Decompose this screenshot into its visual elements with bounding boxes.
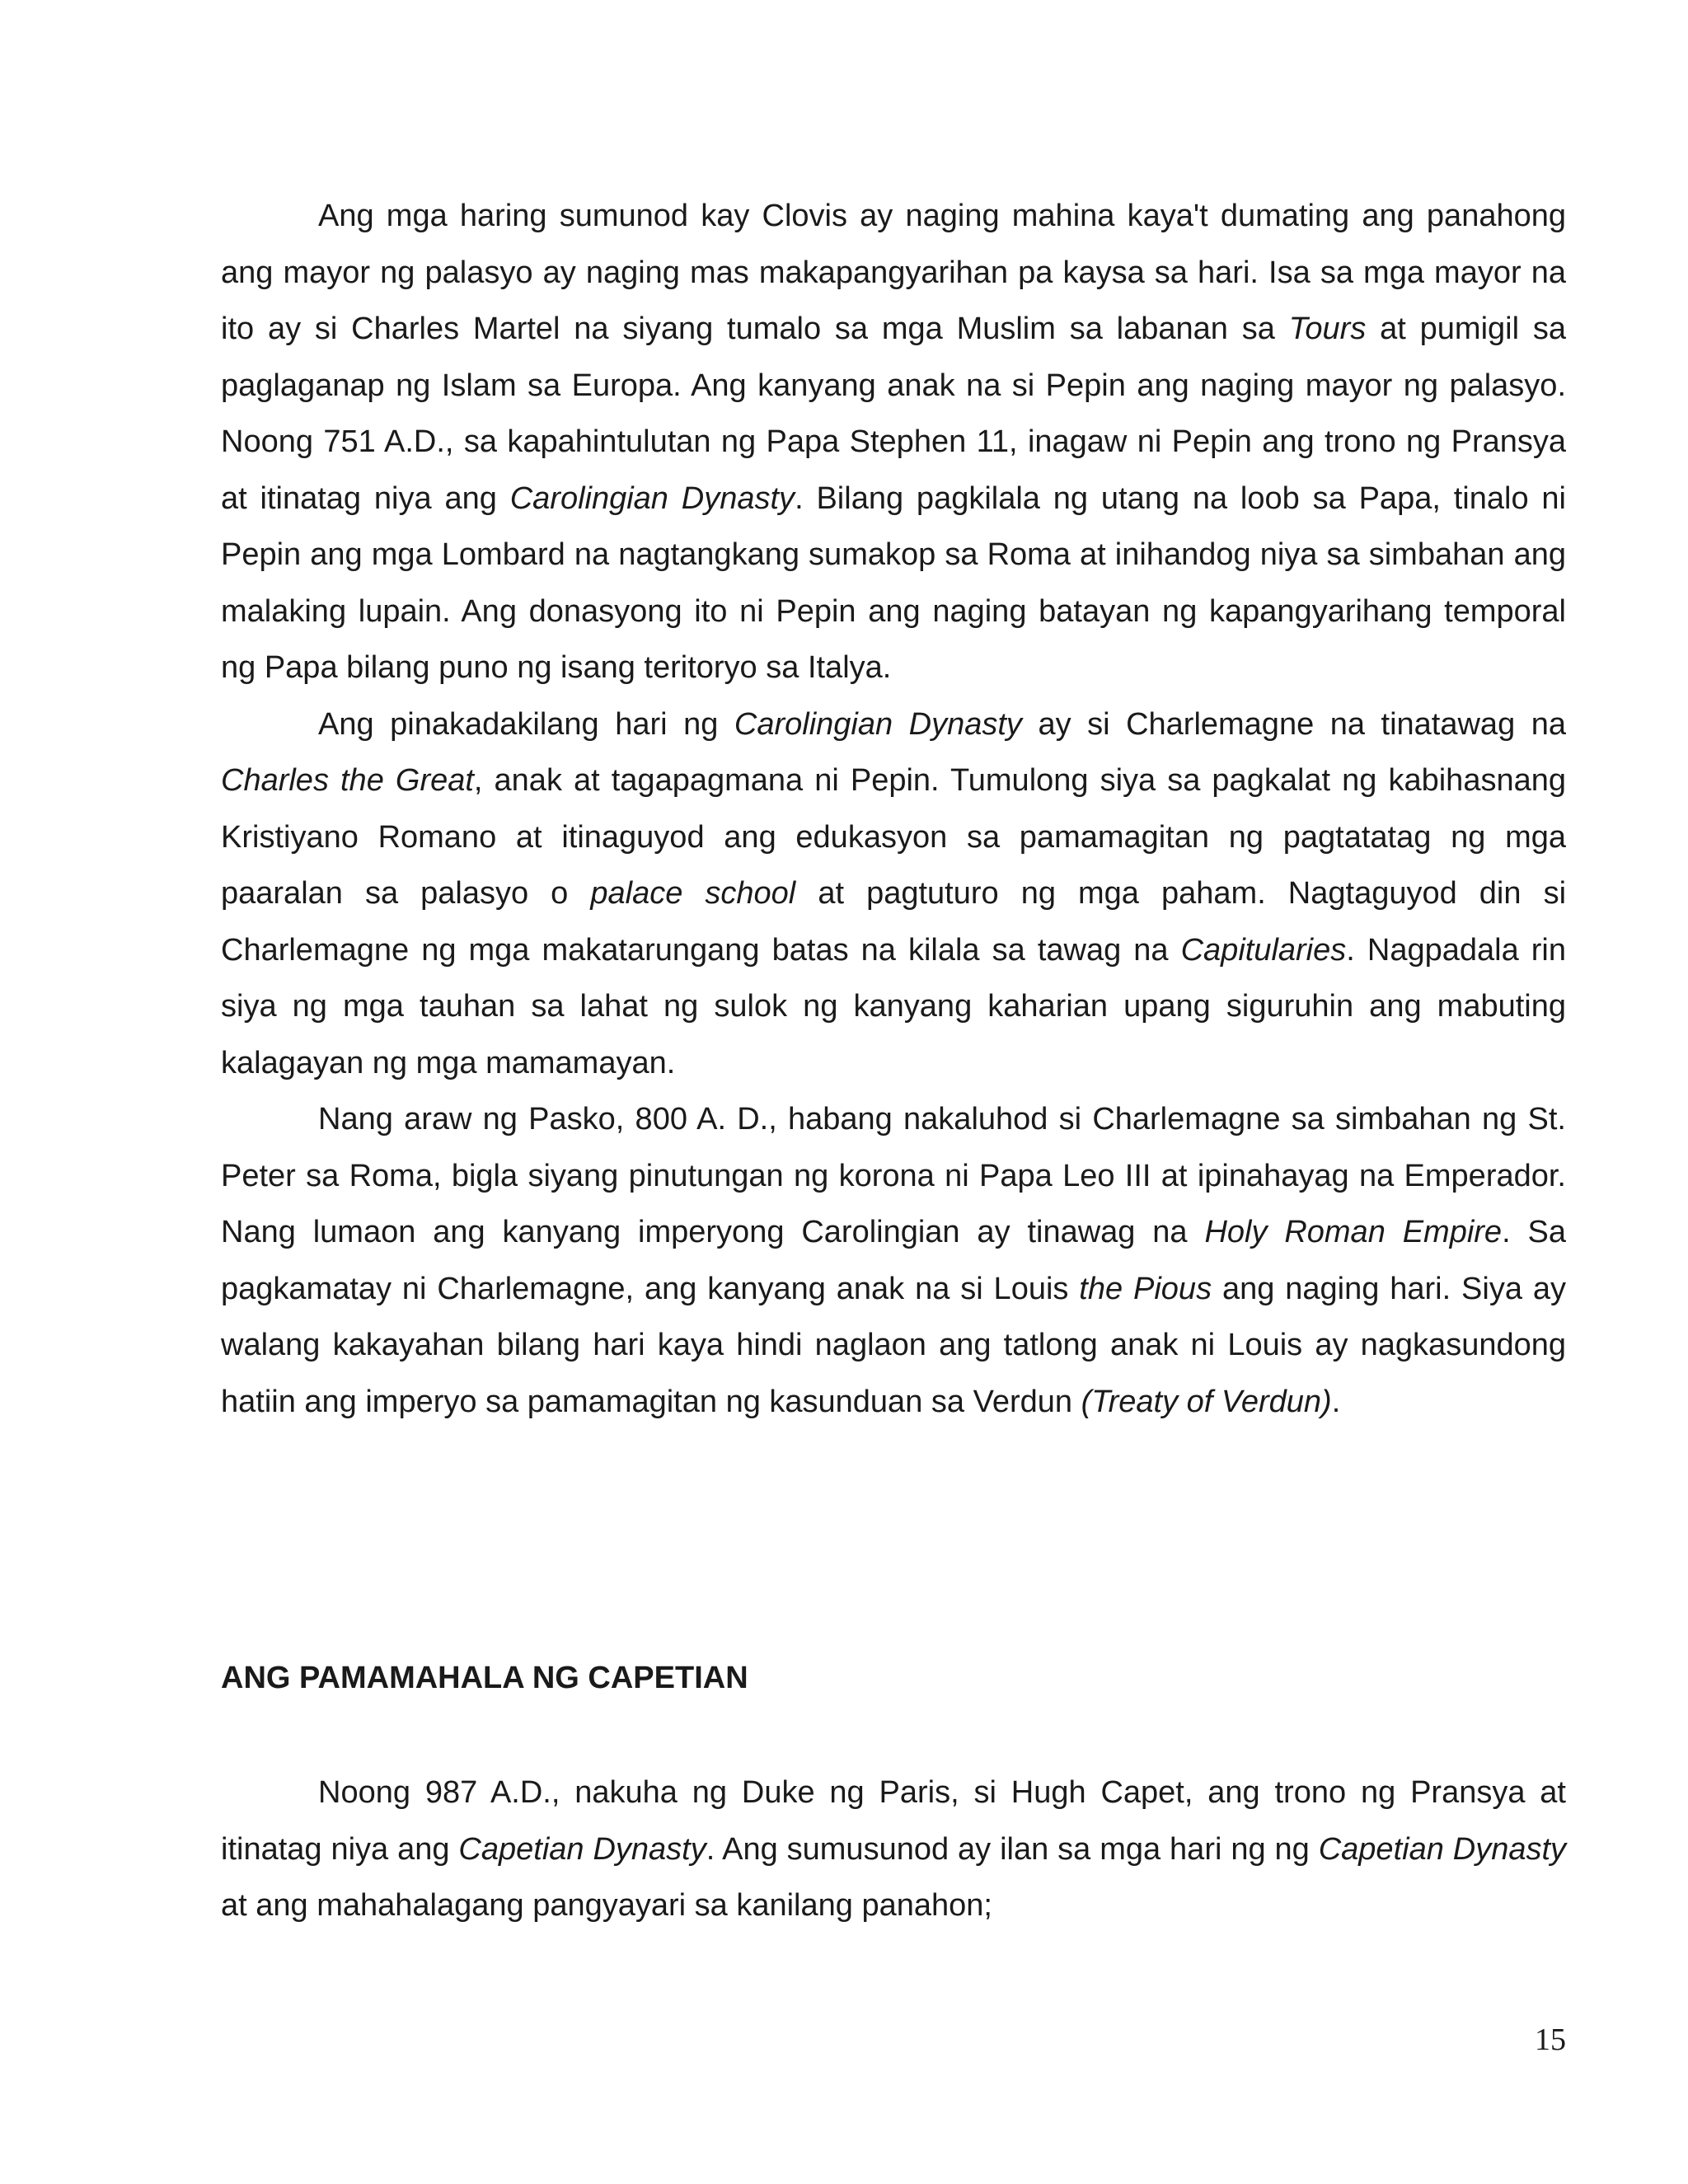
body-text-carolingian xyxy=(221,188,1566,1430)
body-text-capetian xyxy=(221,1765,1566,1934)
paragraph-hugh-capet: Noong 987 A.D., nakuha ng Duke ng Paris, si Hugh Capet, ang trono ng Pransya at itinatag niya ang Capetian Dynasty. Ang sumusunod ay ilan sa mga hari ng ng Capetian Dynasty at ang mahahalagang pangyayari sa kanilang panahon; xyxy=(221,1775,1567,1923)
paragraph-charlemagne: Ang pinakadakilang hari ng Carolingian Dynasty ay si Charlemagne na tinatawag na Charles the Great, anak at tagapagmana ni Pepin. Tumulong siya sa pagkalat ng kabihasnang Kristiyano Romano at itinaguyod ang edukasyon sa pamamagitan ng pagtatatag ng mga paaralan sa palasyo o palace school at pagtuturo ng mga paham. Nagtaguyod din si Charlemagne ng mga makatarungang batas na kilala sa tawag na Capitularies. Nagpadala rin siya ng mga tauhan sa lahat ng sulok ng kanyang kaharian upang siguruhin ang mabuting kalagayan ng mga mamamayan. xyxy=(221,706,1567,1080)
paragraph-clovis-pepin: Ang mga haring sumunod kay Clovis ay naging mahina kaya't dumating ang panahong ang mayor ng palasyo ay naging mas makapangyarihan pa kaysa sa hari. Isa sa mga mayor na ito ay si Charles Martel na siyang tumalo sa mga Muslim sa labanan sa Tours at pumigil sa paglaganap ng Islam sa Europa. Ang kanyang anak na si Pepin ang naging mayor ng palasyo. Noong 751 A.D., sa kapahintulutan ng Papa Stephen 11, inagaw ni Pepin ang trono ng Pransya at itinatag niya ang Carolingian Dynasty. Bilang pagkilala ng utang na loob sa Papa, tinalo ni Pepin ang mga Lombard na nagtangkang sumakop sa Roma at inihandog niya sa simbahan ang malaking lupain. Ang donasyong ito ni Pepin ang naging batayan ng kapangyarihang temporal ng Papa bilang puno ng isang teritoryo sa Italya. xyxy=(221,199,1566,685)
paragraph-holy-roman-empire: Nang araw ng Pasko, 800 A. D., habang nakaluhod si Charlemagne sa simbahan ng St. Peter sa Roma, bigla siyang pinutungan ng korona ni Papa Leo III at ipinahayag na Emperador. Nang lumaon ang kanyang imperyong Carolingian ay tinawag na Holy Roman Empire. Sa pagkamatay ni Charlemagne, ang kanyang anak na si Louis the Pious ang naging hari. Siya ay walang kakayahan bilang hari kaya hindi naglaon ang tatlong anak ni Louis ay nagkasundong hatiin ang imperyo sa pamamagitan ng kasunduan sa Verdun (Treaty of Verdun). xyxy=(221,1102,1567,1419)
page-number: 15 xyxy=(1535,2022,1566,2057)
section-heading: ANG PAMAMAHALA NG CAPETIAN xyxy=(221,1661,748,1695)
